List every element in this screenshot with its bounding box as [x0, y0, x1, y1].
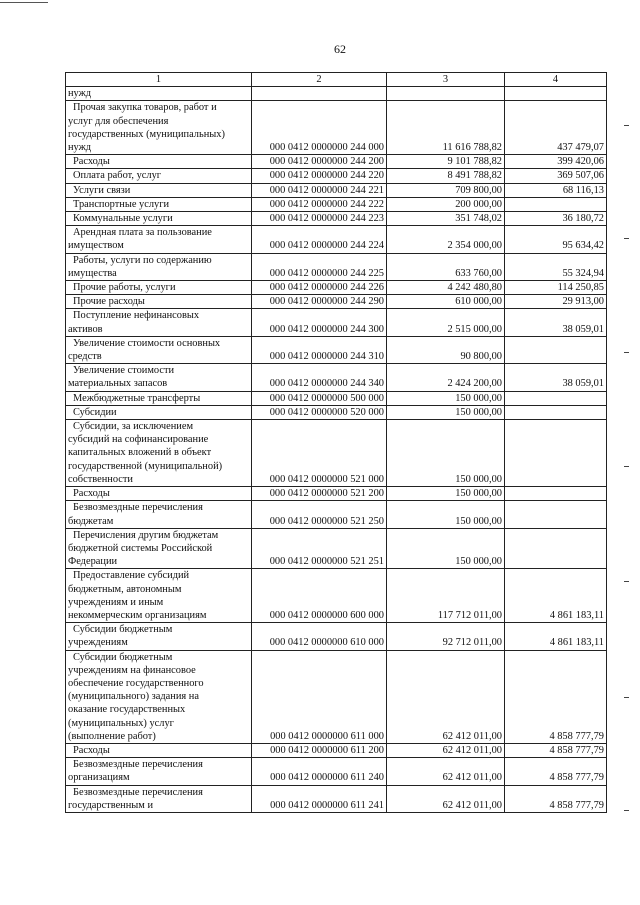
table-row — [66, 212, 607, 226]
table-row — [66, 650, 607, 743]
item-name-cell — [66, 295, 252, 309]
budget-code: 000 0412 0000000 521 250 — [252, 501, 387, 528]
item-name — [68, 212, 249, 225]
budget-code: 000 0412 0000000 244 310 — [252, 336, 387, 363]
column-header-1: 1 — [66, 73, 252, 87]
item-name-line: оказание государственных — [68, 704, 186, 716]
item-name-line: Субсидии бюджетным — [73, 624, 173, 636]
table-row — [66, 364, 607, 391]
budget-code: 000 0412 0000000 610 000 — [252, 623, 387, 650]
item-name-line: Субсидии бюджетным — [73, 651, 173, 663]
item-name-cell — [66, 226, 252, 253]
table-row — [66, 528, 607, 569]
table-row — [66, 226, 607, 253]
budget-code: 000 0412 0000000 244 300 — [252, 309, 387, 336]
table-row — [66, 623, 607, 650]
item-name-cell — [66, 155, 252, 169]
item-name-cell — [66, 212, 252, 226]
item-name-line: Услуги связи — [73, 184, 131, 196]
item-name-line: (выполнение работ) — [68, 730, 156, 742]
approved-amount: 2 515 000,00 — [387, 309, 505, 336]
budget-table — [65, 72, 607, 813]
item-name-cell — [66, 169, 252, 183]
item-name-cell — [66, 528, 252, 569]
margin-mark — [624, 697, 629, 698]
item-name — [68, 337, 249, 363]
executed-amount: 38 059,01 — [505, 309, 607, 336]
item-name-line: учреждениям — [68, 637, 128, 649]
table-row — [66, 391, 607, 405]
budget-code: 000 0412 0000000 600 000 — [252, 569, 387, 623]
approved-amount: 351 748,02 — [387, 212, 505, 226]
item-name — [68, 487, 249, 500]
item-name-line: Прочие работы, услуги — [73, 282, 176, 294]
executed-amount: 36 180,72 — [505, 212, 607, 226]
table-row — [66, 420, 607, 487]
table-header-row — [66, 73, 607, 87]
item-name-cell — [66, 650, 252, 743]
executed-amount — [505, 405, 607, 419]
item-name-line: капитальных вложений в объект — [68, 447, 212, 459]
item-name — [68, 226, 249, 252]
item-name — [68, 364, 249, 390]
item-name-cell — [66, 336, 252, 363]
item-name-line: Оплата работ, услуг — [73, 170, 162, 182]
item-name — [68, 254, 249, 280]
item-name-cell — [66, 420, 252, 487]
column-header-3: 3 — [387, 73, 505, 87]
margin-mark — [624, 352, 629, 353]
budget-code: 000 0412 0000000 520 000 — [252, 405, 387, 419]
executed-amount: 4 858 777,79 — [505, 743, 607, 757]
item-name-line: бюджетной системы Российской — [68, 542, 213, 554]
table-row — [66, 785, 607, 812]
item-name-line: активов — [68, 323, 103, 335]
table-row — [66, 336, 607, 363]
budget-code: 000 0412 0000000 500 000 — [252, 391, 387, 405]
item-name-line: Арендная плата за пользование — [73, 227, 212, 239]
approved-amount: 117 712 011,00 — [387, 569, 505, 623]
budget-code: 000 0412 0000000 521 200 — [252, 487, 387, 501]
page-number: 62 — [334, 42, 346, 56]
budget-code: 000 0412 0000000 521 000 — [252, 420, 387, 487]
item-name — [68, 623, 249, 649]
item-name-line: Межбюджетные трансферты — [73, 392, 201, 404]
executed-amount: 55 324,94 — [505, 253, 607, 280]
executed-amount — [505, 391, 607, 405]
approved-amount: 62 412 011,00 — [387, 743, 505, 757]
executed-amount: 38 059,01 — [505, 364, 607, 391]
executed-amount: 437 479,07 — [505, 101, 607, 155]
item-name-line: Субсидии — [73, 406, 117, 418]
executed-amount: 29 913,00 — [505, 295, 607, 309]
item-name-line: учреждениям и иным — [68, 596, 164, 608]
item-name-line: услуг для обеспечения — [68, 115, 169, 127]
item-name-line: имущества — [68, 267, 117, 279]
table-row — [66, 501, 607, 528]
item-name-line: Субсидии, за исключением — [73, 421, 194, 433]
item-name-cell — [66, 623, 252, 650]
approved-amount: 2 424 200,00 — [387, 364, 505, 391]
item-name-line: Расходы — [73, 156, 110, 168]
item-name-line: Предоставление субсидий — [73, 570, 190, 582]
budget-code: 000 0412 0000000 244 000 — [252, 101, 387, 155]
item-name-line: Увеличение стоимости основных — [73, 337, 221, 349]
item-name-cell — [66, 183, 252, 197]
budget-code: 000 0412 0000000 244 220 — [252, 169, 387, 183]
item-name — [68, 501, 249, 527]
approved-amount: 11 616 788,82 — [387, 101, 505, 155]
executed-amount: 95 634,42 — [505, 226, 607, 253]
column-header-4: 4 — [505, 73, 607, 87]
item-name-line: Прочая закупка товаров, работ и — [73, 102, 217, 114]
executed-amount: 399 420,06 — [505, 155, 607, 169]
approved-amount: 150 000,00 — [387, 391, 505, 405]
approved-amount: 62 412 011,00 — [387, 785, 505, 812]
budget-code: 000 0412 0000000 244 340 — [252, 364, 387, 391]
table-row — [66, 155, 607, 169]
item-name-line: бюджетным, автономным — [68, 583, 182, 595]
approved-amount: 9 101 788,82 — [387, 155, 505, 169]
table-row — [66, 569, 607, 623]
item-name-line: Коммунальные услуги — [73, 213, 173, 225]
budget-code: 000 0412 0000000 244 226 — [252, 281, 387, 295]
approved-amount — [387, 87, 505, 101]
table-row — [66, 183, 607, 197]
item-name-line: бюджетам — [68, 515, 114, 527]
item-name — [68, 786, 249, 812]
item-name-line: государственной (муниципальной) — [68, 460, 223, 472]
executed-amount: 68 116,13 — [505, 183, 607, 197]
executed-amount — [505, 197, 607, 211]
item-name — [68, 406, 249, 419]
approved-amount: 150 000,00 — [387, 528, 505, 569]
executed-amount: 4 858 777,79 — [505, 650, 607, 743]
item-name-line: Увеличение стоимости — [73, 365, 175, 377]
item-name — [68, 87, 249, 100]
margin-mark — [624, 238, 629, 239]
margin-mark — [624, 125, 629, 126]
executed-amount — [505, 528, 607, 569]
item-name-line: средств — [68, 351, 102, 363]
item-name — [68, 198, 249, 211]
item-name-line: нужд — [68, 142, 92, 154]
executed-amount — [505, 336, 607, 363]
approved-amount: 709 800,00 — [387, 183, 505, 197]
top-rule — [0, 2, 48, 3]
budget-code: 000 0412 0000000 244 221 — [252, 183, 387, 197]
item-name-line: Безвозмездные перечисления — [73, 502, 203, 514]
budget-code: 000 0412 0000000 244 223 — [252, 212, 387, 226]
budget-code: 000 0412 0000000 521 251 — [252, 528, 387, 569]
margin-mark — [624, 466, 629, 467]
table-row — [66, 487, 607, 501]
approved-amount: 610 000,00 — [387, 295, 505, 309]
table-row — [66, 197, 607, 211]
item-name — [68, 420, 249, 486]
approved-amount: 150 000,00 — [387, 405, 505, 419]
approved-amount: 200 000,00 — [387, 197, 505, 211]
budget-code: 000 0412 0000000 611 240 — [252, 758, 387, 785]
item-name — [68, 309, 249, 335]
approved-amount: 90 800,00 — [387, 336, 505, 363]
item-name-cell — [66, 487, 252, 501]
item-name-cell — [66, 391, 252, 405]
approved-amount: 8 491 788,82 — [387, 169, 505, 183]
item-name — [68, 392, 249, 405]
item-name-cell — [66, 569, 252, 623]
item-name-cell — [66, 501, 252, 528]
approved-amount: 62 412 011,00 — [387, 758, 505, 785]
item-name-cell — [66, 785, 252, 812]
item-name-cell — [66, 253, 252, 280]
item-name-line: Поступление нефинансовых — [73, 310, 200, 322]
executed-amount — [505, 487, 607, 501]
approved-amount: 4 242 480,80 — [387, 281, 505, 295]
table-row — [66, 169, 607, 183]
item-name-line: государственным и — [68, 799, 154, 811]
item-name-line: организациям — [68, 772, 130, 784]
item-name-line: Работы, услуги по содержанию — [73, 254, 212, 266]
executed-amount — [505, 87, 607, 101]
budget-code: 000 0412 0000000 611 200 — [252, 743, 387, 757]
budget-code: 000 0412 0000000 244 200 — [252, 155, 387, 169]
item-name-line: материальных запасов — [68, 378, 168, 390]
item-name-line: субсидий на софинансирование — [68, 434, 209, 446]
executed-amount: 4 861 183,11 — [505, 623, 607, 650]
budget-code — [252, 87, 387, 101]
budget-code: 000 0412 0000000 611 241 — [252, 785, 387, 812]
item-name-line: (муниципального) задания на — [68, 691, 199, 703]
item-name — [68, 281, 249, 294]
table-row — [66, 309, 607, 336]
table-row — [66, 743, 607, 757]
table-row — [66, 405, 607, 419]
executed-amount: 114 250,85 — [505, 281, 607, 295]
item-name-line: Перечисления другим бюджетам — [73, 529, 219, 541]
item-name — [68, 184, 249, 197]
table-row — [66, 87, 607, 101]
item-name-cell — [66, 197, 252, 211]
item-name-cell — [66, 743, 252, 757]
item-name-line: Расходы — [73, 488, 110, 500]
approved-amount: 2 354 000,00 — [387, 226, 505, 253]
budget-code: 000 0412 0000000 244 222 — [252, 197, 387, 211]
item-name — [68, 295, 249, 308]
executed-amount — [505, 501, 607, 528]
item-name-line: некоммерческим организациям — [68, 609, 207, 621]
table-row — [66, 758, 607, 785]
approved-amount: 92 712 011,00 — [387, 623, 505, 650]
item-name-line: обеспечение государственного — [68, 677, 204, 689]
item-name — [68, 529, 249, 569]
item-name-cell — [66, 364, 252, 391]
item-name-cell — [66, 309, 252, 336]
item-name — [68, 651, 249, 743]
approved-amount: 62 412 011,00 — [387, 650, 505, 743]
item-name-line: Безвозмездные перечисления — [73, 759, 203, 771]
table-row — [66, 253, 607, 280]
item-name-line: (муниципальных) услуг — [68, 717, 174, 729]
budget-code: 000 0412 0000000 611 000 — [252, 650, 387, 743]
item-name-cell — [66, 101, 252, 155]
item-name-line: нужд — [68, 88, 92, 100]
table-row — [66, 281, 607, 295]
executed-amount: 4 858 777,79 — [505, 785, 607, 812]
column-header-2: 2 — [252, 73, 387, 87]
item-name — [68, 744, 249, 757]
item-name-line: Безвозмездные перечисления — [73, 786, 203, 798]
budget-code: 000 0412 0000000 244 224 — [252, 226, 387, 253]
approved-amount: 633 760,00 — [387, 253, 505, 280]
approved-amount: 150 000,00 — [387, 501, 505, 528]
budget-code: 000 0412 0000000 244 290 — [252, 295, 387, 309]
item-name-line: имуществом — [68, 240, 124, 252]
executed-amount: 369 507,06 — [505, 169, 607, 183]
budget-code: 000 0412 0000000 244 225 — [252, 253, 387, 280]
item-name-line: Федерации — [68, 556, 118, 568]
item-name-cell — [66, 281, 252, 295]
item-name-line: Прочие расходы — [73, 296, 145, 308]
item-name-line: Транспортные услуги — [73, 198, 170, 210]
item-name — [68, 155, 249, 168]
item-name-cell — [66, 758, 252, 785]
approved-amount: 150 000,00 — [387, 420, 505, 487]
item-name — [68, 101, 249, 154]
margin-mark — [624, 581, 629, 582]
budget-table-body — [66, 73, 607, 813]
margin-mark — [624, 810, 629, 811]
item-name — [68, 169, 249, 182]
table-row — [66, 101, 607, 155]
item-name — [68, 569, 249, 622]
approved-amount: 150 000,00 — [387, 487, 505, 501]
executed-amount — [505, 420, 607, 487]
item-name-line: учреждениям на финансовое — [68, 664, 196, 676]
item-name-cell — [66, 405, 252, 419]
item-name-line: собственности — [68, 473, 133, 485]
item-name — [68, 758, 249, 784]
table-row — [66, 295, 607, 309]
item-name-line: Расходы — [73, 744, 110, 756]
executed-amount: 4 861 183,11 — [505, 569, 607, 623]
item-name-cell — [66, 87, 252, 101]
executed-amount: 4 858 777,79 — [505, 758, 607, 785]
item-name-line: государственных (муниципальных) — [68, 128, 225, 140]
